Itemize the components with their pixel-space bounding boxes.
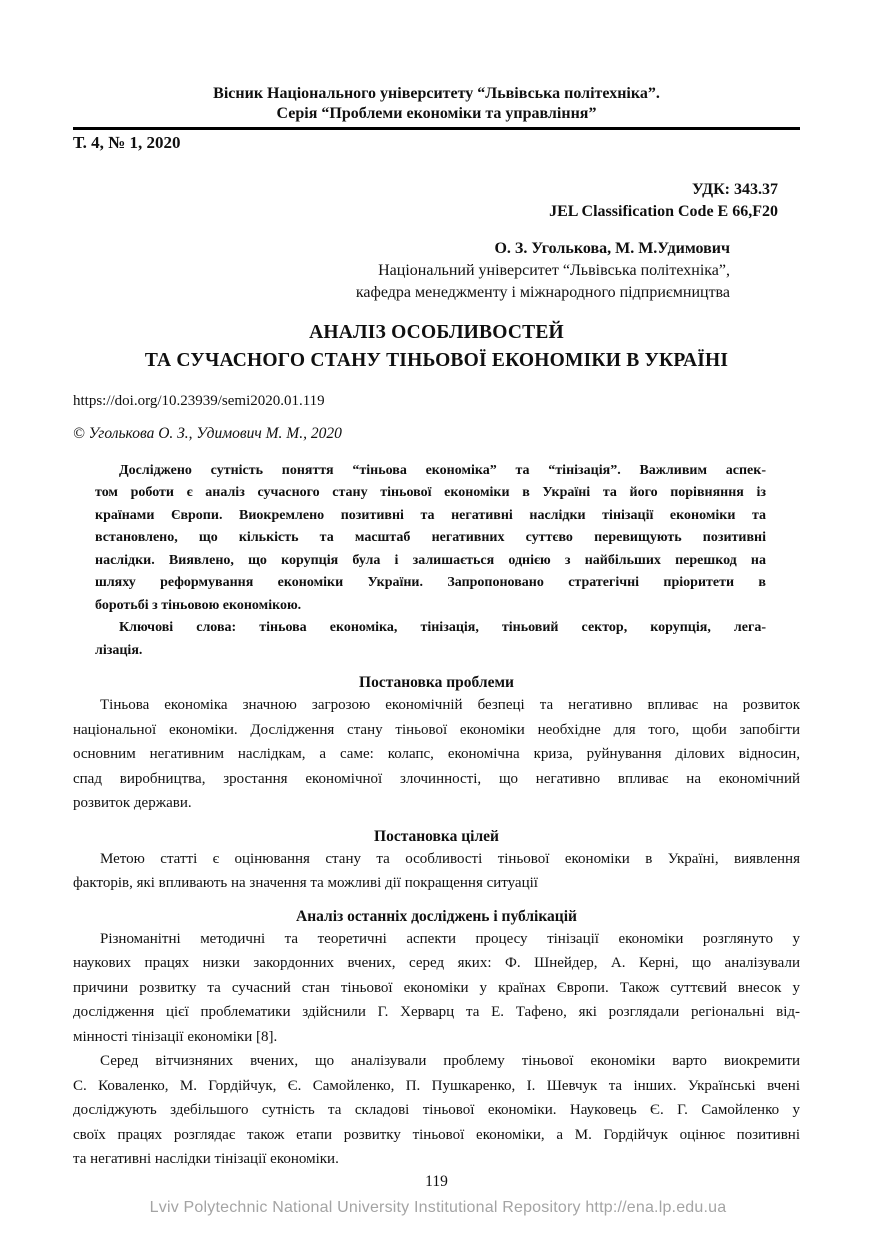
doi-text: https://doi.org/10.23939/semi2020.01.119 [73, 392, 325, 409]
text-line: дослідження цієї проблематики здійснили Г. Херварц та Е. Тафено, які розглядали регіональні від- [73, 1004, 800, 1020]
abstract-paragraph [95, 460, 766, 618]
text-line: лізація. [95, 642, 143, 658]
copyright-line: © Уголькова О. З., Удимович М. М., 2020 [73, 424, 342, 442]
text-line: країнами Європи. Виокремлено позитивні та негативні наслідки тінізації економіки та [95, 507, 766, 523]
repository-footer: Lviv Polytechnic National University Institutional Repository http://ena.lp.edu.ua [149, 1199, 727, 1216]
text-line: Різноманітні методичні та теоретичні аспекти процесу тінізації економіки розглянуто у [100, 930, 800, 947]
text-block [73, 0, 800, 1172]
header-divider [73, 127, 800, 130]
section-heading-literature: Аналіз останніх досліджень і публікацій [296, 907, 577, 925]
text-line: розвиток держави. [73, 795, 192, 811]
classification-block [73, 179, 800, 223]
jel-code: JEL Classification Code E 66,F20 [549, 202, 778, 220]
paragraph-goals [73, 847, 800, 896]
text-line: факторів, які впливають на значення та можливі дії покращення ситуації [73, 875, 538, 891]
udc-code: УДК: 343.37 [691, 180, 778, 198]
text-line: досліджують здебільшого сутність та складові тіньової економіки. Науковець Є. Г. Самойленко у [73, 1102, 800, 1118]
paragraph-literature-2 [73, 1049, 800, 1172]
text-line: основним негативним наслідкам, а саме: колапс, економічна криза, руйнування ділових відносин, [73, 746, 800, 762]
paragraph-literature-1 [73, 927, 800, 1050]
text-line: встановлено, що кількість та масштаб негативних суттєво перевищують позитивні [95, 530, 766, 545]
text-line: причини розвитку та сучасний стан тіньової економіки у країнах Європи. Також суттєвий внесок у [73, 979, 800, 996]
journal-header [73, 0, 800, 124]
text-line: своїх працях розглядає також етапи розвитку тіньової економіки, а М. Гордійчук оцінює позитивні [73, 1126, 800, 1143]
article-title-line-1: АНАЛІЗ ОСОБЛИВОСТЕЙ [309, 321, 564, 343]
text-line: національної економіки. Дослідження стану тіньової економіки необхідне для того, щоби запобігти [73, 721, 800, 738]
keywords-paragraph [95, 617, 766, 662]
journal-title-line: Вісник Національного університету “Львівська політехніка”. [213, 85, 660, 102]
affiliation-line-2: кафедра менеджменту і міжнародного підприємництва [355, 283, 730, 301]
paragraph-problem [73, 693, 800, 816]
volume-issue: Т. 4, № 1, 2020 [73, 132, 181, 152]
text-line: Тіньова економіка значною загрозою економічній безпеці та негативно впливає на розвиток [100, 697, 800, 713]
text-line: Метою статті є оцінювання стану та особливості тіньової економіки в Україні, виявлення [100, 850, 800, 867]
page-number: 119 [425, 1173, 448, 1190]
article-title-line-2: ТА СУЧАСНОГО СТАНУ ТІНЬОВОЇ ЕКОНОМІКИ В УКРАЇНІ [144, 349, 729, 371]
text-line: шляху реформування економіки України. Запропоновано стратегічні пріоритети в [95, 575, 766, 590]
section-heading-goals: Постановка цілей [374, 827, 499, 845]
journal-series-line: Серія “Проблеми економіки та управління” [276, 105, 597, 122]
section-heading-problem: Постановка проблеми [359, 674, 514, 691]
text-line: том роботи є аналіз сучасного стану тіньової економіки в Україні та його порівняння із [95, 485, 766, 500]
text-line: С. Коваленко, М. Гордійчук, Є. Самойленко, П. Пушкаренко, І. Шевчук та інших. Українські вчені [73, 1077, 800, 1094]
text-line: Серед вітчизняних вчених, що аналізували проблему тіньової економіки варто виокремити [100, 1053, 800, 1069]
text-line: мінності тінізації економіки [8]. [73, 1028, 278, 1045]
text-line: Досліджено сутність поняття “тіньова економіка” та “тінізація”. Важливим аспек- [119, 462, 766, 478]
author-names: О. З. Уголькова, М. М.Удимович [494, 239, 730, 257]
affiliation-line-1: Національний університет “Львівська політехніка”, [378, 261, 730, 279]
text-line: спад виробництва, зростання економічної злочинності, що негативно впливає на економічний [73, 770, 800, 787]
article-title [73, 319, 800, 375]
text-line: та негативні наслідки тінізації економіки. [73, 1151, 339, 1167]
text-line: наслідки. Виявлено, що корупція була і залишається однією з найбільших перешкод на [95, 552, 766, 568]
text-line: боротьбі з тіньовою економікою. [95, 597, 302, 613]
text-line: наукових працях низки закордонних вчених, серед яких: Ф. Шнейдер, А. Керні, що аналізували [73, 955, 800, 971]
text-line: Ключові слова: тіньова економіка, тінізація, тіньовий сектор, корупція, лега- [119, 620, 766, 635]
abstract-block [95, 460, 766, 663]
authors-block [73, 238, 800, 304]
